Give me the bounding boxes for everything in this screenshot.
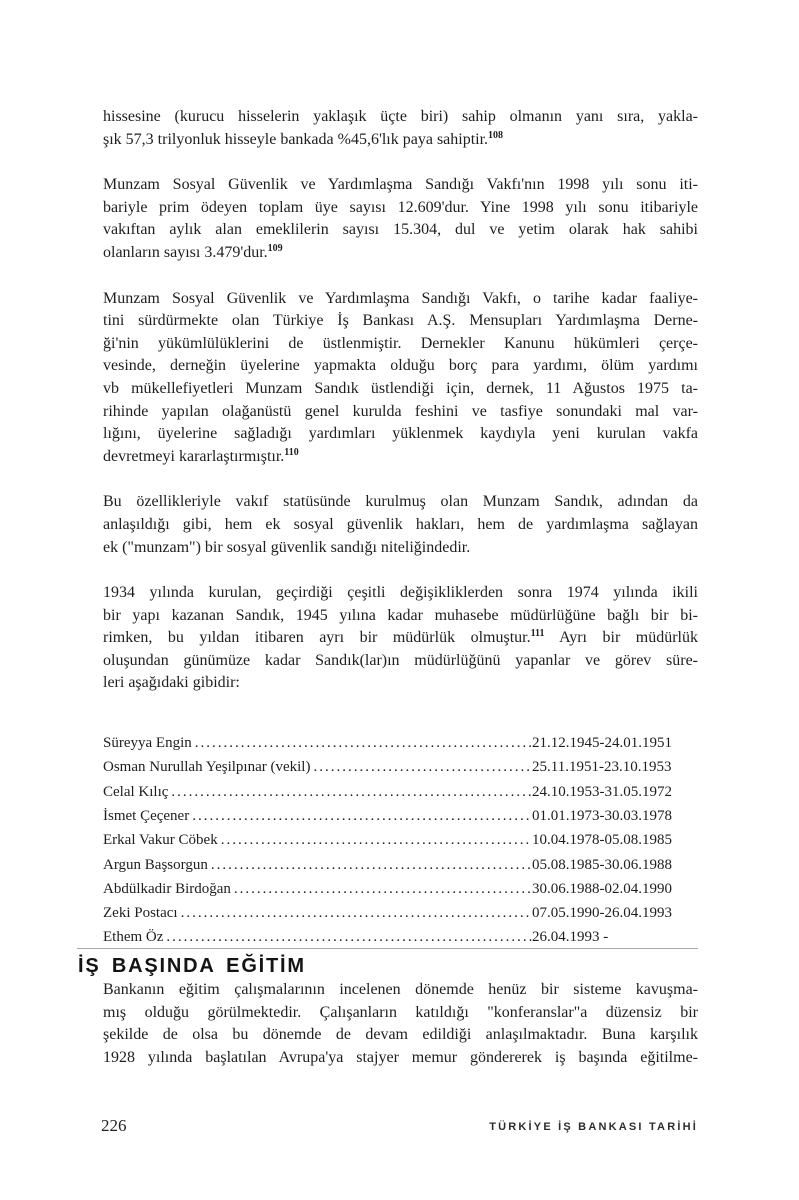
- dot-leader: [211, 853, 532, 877]
- director-row: [103, 828, 698, 852]
- dot-leader: [195, 731, 532, 755]
- dot-leader: [181, 901, 532, 925]
- text-line: Munzam Sosyal Güvenlik ve Yardımlaşma Sandığı Vakfı'nın 1998 yılı sonu iti-: [103, 176, 698, 194]
- tenure-dates: 25.11.1951-23.10.1953: [532, 759, 672, 776]
- text-line: oluşundan günümüze kadar Sandık(lar)ın müdürlüğünü yapanlar ve görev süre-: [103, 651, 698, 669]
- director-row: [103, 804, 698, 828]
- dot-leader: [166, 925, 532, 949]
- text-line: bariyle prim ödeyen toplam üye sayısı 12.609'dur. Yine 1998 yılı sonu itibariyle: [103, 198, 698, 216]
- footnote-ref: 110: [284, 446, 299, 458]
- text-line: 1928 yılında başlatılan Avrupa'ya stajyer memur göndererek iş başında eğitilme-: [103, 1048, 698, 1066]
- tenure-dates: 05.08.1985-30.06.1988: [532, 856, 672, 873]
- text-line: vakıftan aylık alan emeklilerin sayısı 15.304, dul ve yetim olarak hak sahibi: [103, 221, 698, 239]
- footnote-ref: 108: [488, 129, 504, 141]
- directors-list: [103, 731, 698, 950]
- director-name: Zeki Postacı: [103, 905, 178, 922]
- tenure-dates: 01.01.1973-30.03.1978: [532, 807, 672, 824]
- director-name: Osman Nurullah Yeşilpınar (vekil): [103, 759, 311, 776]
- text-line: bir yapı kazanan Sandık, 1945 yılına kadar muhasebe müdürlüğüne bağlı bir bi-: [103, 606, 698, 624]
- page-number: 226: [101, 1116, 127, 1135]
- text-line: tini sürdürmekte olan Türkiye İş Bankası A.Ş. Mensupları Yardımlaşma Derne-: [103, 312, 698, 330]
- tenure-dates: 10.04.1978-05.08.1985: [532, 832, 672, 849]
- director-name: Abdülkadir Birdoğan: [103, 880, 231, 897]
- footnote-ref: 111: [530, 628, 545, 640]
- text-line: rihinde yapılan olağanüstü genel kurulda feshini ve tasfiye sonundaki mal var-: [103, 402, 698, 420]
- text-line: leri aşağıdaki gibidir:: [103, 674, 240, 692]
- text-line: Bankanın eğitim çalışmalarının incelenen dönemde henüz bir sisteme kavuşma-: [103, 981, 698, 998]
- text-line: ği'nin yükümlülüklerini de üstlenmiştir. Dernekler Kanunu hükümleri çerçe-: [103, 334, 698, 352]
- tenure-dates: 21.12.1945-24.01.1951: [532, 735, 672, 752]
- director-row: [103, 925, 698, 949]
- director-row: [103, 780, 698, 804]
- paragraph: [103, 582, 698, 695]
- section-divider: [77, 948, 698, 949]
- tenure-dates: 26.04.1993 -: [532, 929, 609, 946]
- director-row: [103, 901, 698, 925]
- text-line: vb mükellefiyetleri Munzam Sandık üstlendiği için, dernek, 11 Ağustos 1975 ta-: [103, 379, 698, 397]
- text-line: 1934 yılında kurulan, geçirdiği çeşitli değişikliklerden sonra 1974 yılında ikili: [103, 584, 698, 602]
- footnote-ref: 109: [267, 242, 283, 254]
- director-row: [103, 853, 698, 877]
- text-line: mış olduğu görülmektedir. Çalışanların katıldığı "konferanslar"a düzensiz bir: [103, 1003, 698, 1021]
- director-name: İsmet Çeçener: [103, 807, 190, 824]
- text-line: rimken, bu yıldan itibaren ayrı bir müdürlük olmuştur.$^{111}$ Ayrı bir müdürlük: [103, 628, 699, 647]
- director-name: Ethem Öz: [103, 929, 164, 946]
- paragraph: [103, 288, 698, 469]
- director-row: [103, 877, 698, 901]
- director-row: [103, 755, 698, 779]
- dot-leader: [171, 780, 532, 804]
- paragraph: [103, 174, 698, 264]
- section-heading: İŞ BAŞINDA EĞİTİM: [78, 955, 306, 977]
- tenure-dates: 30.06.1988-02.04.1990: [532, 880, 672, 897]
- text-line: devretmeyi kararlaştırmıştır.$^{110}$: [103, 446, 299, 465]
- director-name: Süreyya Engin: [103, 735, 192, 752]
- text-line: ek ("munzam") bir sosyal güvenlik sandığı niteliğindedir.: [103, 538, 471, 556]
- text-line: lığını, üyelerine sağladığı yardımları yüklenmek kaydıyla yeni kurulan vakfa: [103, 425, 698, 443]
- text-line: hissesine (kurucu hisselerin yaklaşık üçte biri) sahip olmanın yanı sıra, yakla-: [103, 108, 698, 125]
- director-row: [103, 731, 698, 755]
- running-title: TÜRKİYE İŞ BANKASI TARİHİ: [489, 1121, 698, 1133]
- paragraph: [103, 979, 698, 1069]
- text-line: Bu özellikleriyle vakıf statüsünde kurulmuş olan Munzam Sandık, adından da: [103, 493, 698, 511]
- dot-leader: [221, 828, 532, 852]
- text-line: Munzam Sosyal Güvenlik ve Yardımlaşma Sandığı Vakfı, o tarihe kadar faaliye-: [103, 289, 698, 307]
- text-line: şekilde de olsa bu dönemde de devam edildiği anlaşılmaktadır. Buna karşılık: [103, 1026, 698, 1044]
- director-name: Erkal Vakur Cöbek: [103, 832, 218, 849]
- director-name: Celal Kılıç: [103, 783, 169, 800]
- dot-leader: [192, 804, 532, 828]
- text-column: [103, 106, 698, 950]
- tenure-dates: 07.05.1990-26.04.1993: [532, 905, 672, 922]
- director-name: Argun Başsorgun: [103, 856, 208, 873]
- text-line: olanların sayısı 3.479'dur.$^{109}$: [103, 242, 283, 261]
- paragraph: [103, 491, 698, 559]
- text-line: şık 57,3 trilyonluk hisseyle bankada %45,6'lık paya sahiptir.$^{108}$: [103, 129, 504, 148]
- dot-leader: [234, 877, 532, 901]
- text-line: anlaşıldığı gibi, hem ek sosyal güvenlik hakları, hem de yardımlaşma sağlayan: [103, 515, 698, 533]
- dot-leader: [313, 755, 532, 779]
- paragraph: [103, 106, 698, 151]
- tenure-dates: 24.10.1953-31.05.1972: [532, 783, 672, 800]
- text-line: vesinde, derneğin üyelerine yapmakta olduğu borç para yardımı, ölüm yardımı: [103, 357, 698, 375]
